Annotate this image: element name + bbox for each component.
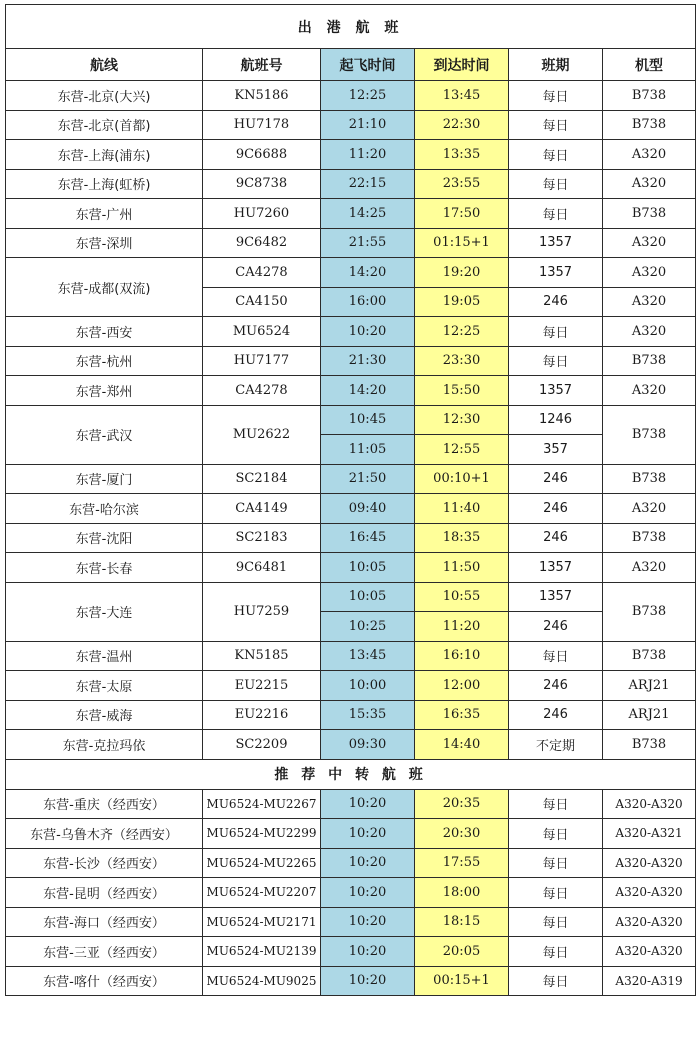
table-row xyxy=(6,140,696,170)
arrival-time-cell: 17:50 xyxy=(415,199,509,229)
departure-time-cell: 12:25 xyxy=(321,81,415,111)
table-row xyxy=(6,553,696,583)
table-row xyxy=(6,671,696,701)
aircraft-type-cell: A320 xyxy=(603,494,696,524)
departure-time-cell: 10:20 xyxy=(321,848,415,878)
aircraft-type-cell: A320-A320 xyxy=(603,789,696,819)
departure-time-cell: 14:20 xyxy=(321,376,415,406)
table-row xyxy=(6,848,696,878)
flight-number-cell: EU2215 xyxy=(203,671,321,701)
aircraft-type-cell: A320 xyxy=(603,228,696,258)
arrival-time-cell: 00:15+1 xyxy=(415,966,509,996)
arrival-time-cell: 12:55 xyxy=(415,435,509,465)
aircraft-type-cell: B738 xyxy=(603,110,696,140)
route-cell: 东营-大连 xyxy=(6,582,203,641)
arrival-time-cell: 11:20 xyxy=(415,612,509,642)
table-row xyxy=(6,81,696,111)
flight-number-cell: CA4278 xyxy=(203,258,321,288)
schedule-days-cell: 每日 xyxy=(509,317,603,347)
flight-number-cell: 9C6481 xyxy=(203,553,321,583)
flight-number-cell: HU7259 xyxy=(203,582,321,641)
departure-time-cell: 21:50 xyxy=(321,464,415,494)
departure-time-cell: 21:10 xyxy=(321,110,415,140)
schedule-days-cell: 1246 xyxy=(509,405,603,435)
table-row xyxy=(6,258,696,288)
arrival-time-cell: 11:50 xyxy=(415,553,509,583)
departure-time-cell: 13:45 xyxy=(321,641,415,671)
departure-time-cell: 14:20 xyxy=(321,258,415,288)
table-row xyxy=(6,730,696,760)
arrival-time-cell: 20:30 xyxy=(415,819,509,849)
arrival-time-cell: 15:50 xyxy=(415,376,509,406)
table-row xyxy=(6,464,696,494)
departure-time-cell: 21:30 xyxy=(321,346,415,376)
route-cell: 东营-威海 xyxy=(6,700,203,730)
arrival-time-cell: 19:20 xyxy=(415,258,509,288)
departure-time-cell: 10:20 xyxy=(321,966,415,996)
flight-number-cell: MU6524-MU2267 xyxy=(203,789,321,819)
route-cell: 东营-重庆（经西安） xyxy=(6,789,203,819)
route-cell: 东营-北京(首都) xyxy=(6,110,203,140)
departures-title: 出 港 航 班 xyxy=(6,5,696,49)
table-row xyxy=(6,789,696,819)
aircraft-type-cell: ARJ21 xyxy=(603,700,696,730)
aircraft-type-cell: A320 xyxy=(603,169,696,199)
table-row xyxy=(6,966,696,996)
route-cell: 东营-沈阳 xyxy=(6,523,203,553)
flight-number-cell: HU7177 xyxy=(203,346,321,376)
schedule-days-cell: 每日 xyxy=(509,819,603,849)
route-cell: 东营-昆明（经西安） xyxy=(6,878,203,908)
route-cell: 东营-成都(双流) xyxy=(6,258,203,317)
schedule-days-cell: 246 xyxy=(509,464,603,494)
schedule-days-cell: 246 xyxy=(509,494,603,524)
schedule-days-cell: 246 xyxy=(509,671,603,701)
departure-time-cell: 10:05 xyxy=(321,582,415,612)
header-departure-time: 起飞时间 xyxy=(321,49,415,81)
aircraft-type-cell: B738 xyxy=(603,582,696,641)
table-row xyxy=(6,199,696,229)
table-row xyxy=(6,878,696,908)
table-row xyxy=(6,405,696,435)
schedule-days-cell: 246 xyxy=(509,700,603,730)
table-row xyxy=(6,937,696,967)
departure-time-cell: 16:45 xyxy=(321,523,415,553)
route-cell: 东营-上海(虹桥) xyxy=(6,169,203,199)
aircraft-type-cell: B738 xyxy=(603,199,696,229)
aircraft-type-cell: B738 xyxy=(603,405,696,464)
flight-number-cell: MU6524-MU2265 xyxy=(203,848,321,878)
aircraft-type-cell: ARJ21 xyxy=(603,671,696,701)
arrival-time-cell: 12:30 xyxy=(415,405,509,435)
flight-number-cell: CA4150 xyxy=(203,287,321,317)
flight-number-cell: EU2216 xyxy=(203,700,321,730)
arrival-time-cell: 17:55 xyxy=(415,848,509,878)
departure-time-cell: 11:20 xyxy=(321,140,415,170)
aircraft-type-cell: B738 xyxy=(603,346,696,376)
schedule-days-cell: 1357 xyxy=(509,582,603,612)
flight-number-cell: KN5185 xyxy=(203,641,321,671)
departure-time-cell: 21:55 xyxy=(321,228,415,258)
departure-time-cell: 11:05 xyxy=(321,435,415,465)
flight-number-cell: MU6524-MU2207 xyxy=(203,878,321,908)
arrival-time-cell: 18:00 xyxy=(415,878,509,908)
departure-time-cell: 10:20 xyxy=(321,789,415,819)
flight-number-cell: MU6524-MU2171 xyxy=(203,907,321,937)
aircraft-type-cell: A320-A321 xyxy=(603,819,696,849)
schedule-days-cell: 每日 xyxy=(509,169,603,199)
header-arrival-time: 到达时间 xyxy=(415,49,509,81)
flight-number-cell: CA4278 xyxy=(203,376,321,406)
route-cell: 东营-克拉玛依 xyxy=(6,730,203,760)
flight-number-cell: MU6524-MU2299 xyxy=(203,819,321,849)
aircraft-type-cell: A320 xyxy=(603,376,696,406)
departure-time-cell: 09:40 xyxy=(321,494,415,524)
header-aircraft-type: 机型 xyxy=(603,49,696,81)
departure-time-cell: 10:20 xyxy=(321,937,415,967)
route-cell: 东营-海口（经西安） xyxy=(6,907,203,937)
route-cell: 东营-厦门 xyxy=(6,464,203,494)
arrival-time-cell: 13:45 xyxy=(415,81,509,111)
aircraft-type-cell: B738 xyxy=(603,523,696,553)
table-row xyxy=(6,317,696,347)
route-cell: 东营-温州 xyxy=(6,641,203,671)
flight-number-cell: SC2183 xyxy=(203,523,321,553)
flight-number-cell: SC2209 xyxy=(203,730,321,760)
schedule-days-cell: 不定期 xyxy=(509,730,603,760)
schedule-days-cell: 每日 xyxy=(509,878,603,908)
table-row xyxy=(6,110,696,140)
schedule-days-cell: 每日 xyxy=(509,848,603,878)
aircraft-type-cell: B738 xyxy=(603,730,696,760)
arrival-time-cell: 20:35 xyxy=(415,789,509,819)
schedule-days-cell: 每日 xyxy=(509,789,603,819)
flight-number-cell: SC2184 xyxy=(203,464,321,494)
route-cell: 东营-三亚（经西安） xyxy=(6,937,203,967)
route-cell: 东营-太原 xyxy=(6,671,203,701)
departure-time-cell: 10:20 xyxy=(321,317,415,347)
route-cell: 东营-哈尔滨 xyxy=(6,494,203,524)
departure-time-cell: 10:45 xyxy=(321,405,415,435)
schedule-days-cell: 357 xyxy=(509,435,603,465)
table-row xyxy=(6,907,696,937)
route-cell: 东营-广州 xyxy=(6,199,203,229)
schedule-days-cell: 每日 xyxy=(509,346,603,376)
arrival-time-cell: 14:40 xyxy=(415,730,509,760)
departure-time-cell: 10:00 xyxy=(321,671,415,701)
schedule-days-cell: 246 xyxy=(509,287,603,317)
arrival-time-cell: 12:25 xyxy=(415,317,509,347)
arrival-time-cell: 20:05 xyxy=(415,937,509,967)
flight-number-cell: 9C8738 xyxy=(203,169,321,199)
route-cell: 东营-郑州 xyxy=(6,376,203,406)
schedule-days-cell: 每日 xyxy=(509,199,603,229)
arrival-time-cell: 01:15+1 xyxy=(415,228,509,258)
arrival-time-cell: 11:40 xyxy=(415,494,509,524)
schedule-days-cell: 246 xyxy=(509,523,603,553)
aircraft-type-cell: B738 xyxy=(603,641,696,671)
schedule-days-cell: 每日 xyxy=(509,81,603,111)
schedule-days-cell: 1357 xyxy=(509,258,603,288)
aircraft-type-cell: A320-A320 xyxy=(603,907,696,937)
departure-time-cell: 09:30 xyxy=(321,730,415,760)
flight-number-cell: MU6524 xyxy=(203,317,321,347)
header-schedule-days: 班期 xyxy=(509,49,603,81)
flight-number-cell: MU2622 xyxy=(203,405,321,464)
flight-schedule-table xyxy=(5,4,696,996)
route-cell: 东营-深圳 xyxy=(6,228,203,258)
aircraft-type-cell: A320 xyxy=(603,317,696,347)
table-row xyxy=(6,819,696,849)
departure-time-cell: 10:25 xyxy=(321,612,415,642)
arrival-time-cell: 22:30 xyxy=(415,110,509,140)
route-cell: 东营-武汉 xyxy=(6,405,203,464)
route-cell: 东营-上海(浦东) xyxy=(6,140,203,170)
departure-time-cell: 10:20 xyxy=(321,819,415,849)
aircraft-type-cell: A320-A320 xyxy=(603,848,696,878)
table-row xyxy=(6,523,696,553)
departure-time-cell: 22:15 xyxy=(321,169,415,199)
transfer-flights-title: 推 荐 中 转 航 班 xyxy=(6,759,696,789)
arrival-time-cell: 19:05 xyxy=(415,287,509,317)
aircraft-type-cell: A320 xyxy=(603,140,696,170)
departure-time-cell: 10:20 xyxy=(321,878,415,908)
route-cell: 东营-北京(大兴) xyxy=(6,81,203,111)
arrival-time-cell: 12:00 xyxy=(415,671,509,701)
table-row xyxy=(6,228,696,258)
header-route: 航线 xyxy=(6,49,203,81)
schedule-days-cell: 每日 xyxy=(509,140,603,170)
schedule-days-cell: 1357 xyxy=(509,376,603,406)
aircraft-type-cell: A320-A320 xyxy=(603,878,696,908)
arrival-time-cell: 00:10+1 xyxy=(415,464,509,494)
aircraft-type-cell: B738 xyxy=(603,81,696,111)
route-cell: 东营-喀什（经西安） xyxy=(6,966,203,996)
header-flight-number: 航班号 xyxy=(203,49,321,81)
aircraft-type-cell: A320-A320 xyxy=(603,937,696,967)
table-row xyxy=(6,700,696,730)
aircraft-type-cell: A320-A319 xyxy=(603,966,696,996)
flight-number-cell: 9C6482 xyxy=(203,228,321,258)
table-row xyxy=(6,582,696,612)
departure-time-cell: 16:00 xyxy=(321,287,415,317)
aircraft-type-cell: A320 xyxy=(603,553,696,583)
flight-number-cell: 9C6688 xyxy=(203,140,321,170)
route-cell: 东营-乌鲁木齐（经西安） xyxy=(6,819,203,849)
departure-time-cell: 15:35 xyxy=(321,700,415,730)
schedule-days-cell: 每日 xyxy=(509,907,603,937)
table-row xyxy=(6,346,696,376)
route-cell: 东营-长沙（经西安） xyxy=(6,848,203,878)
schedule-days-cell: 每日 xyxy=(509,937,603,967)
route-cell: 东营-西安 xyxy=(6,317,203,347)
flight-number-cell: KN5186 xyxy=(203,81,321,111)
arrival-time-cell: 23:55 xyxy=(415,169,509,199)
flight-number-cell: HU7178 xyxy=(203,110,321,140)
departure-time-cell: 10:20 xyxy=(321,907,415,937)
aircraft-type-cell: B738 xyxy=(603,464,696,494)
route-cell: 东营-长春 xyxy=(6,553,203,583)
arrival-time-cell: 18:35 xyxy=(415,523,509,553)
schedule-days-cell: 1357 xyxy=(509,228,603,258)
arrival-time-cell: 18:15 xyxy=(415,907,509,937)
schedule-days-cell: 每日 xyxy=(509,641,603,671)
schedule-days-cell: 246 xyxy=(509,612,603,642)
route-cell: 东营-杭州 xyxy=(6,346,203,376)
arrival-time-cell: 10:55 xyxy=(415,582,509,612)
schedule-days-cell: 1357 xyxy=(509,553,603,583)
departure-time-cell: 14:25 xyxy=(321,199,415,229)
aircraft-type-cell: A320 xyxy=(603,287,696,317)
table-row xyxy=(6,169,696,199)
flight-number-cell: HU7260 xyxy=(203,199,321,229)
arrival-time-cell: 13:35 xyxy=(415,140,509,170)
arrival-time-cell: 23:30 xyxy=(415,346,509,376)
table-row xyxy=(6,376,696,406)
arrival-time-cell: 16:35 xyxy=(415,700,509,730)
flight-number-cell: MU6524-MU9025 xyxy=(203,966,321,996)
arrival-time-cell: 16:10 xyxy=(415,641,509,671)
aircraft-type-cell: A320 xyxy=(603,258,696,288)
schedule-wrapper xyxy=(5,4,696,996)
schedule-days-cell: 每日 xyxy=(509,966,603,996)
departure-time-cell: 10:05 xyxy=(321,553,415,583)
table-row xyxy=(6,494,696,524)
flight-number-cell: MU6524-MU2139 xyxy=(203,937,321,967)
table-row xyxy=(6,641,696,671)
schedule-days-cell: 每日 xyxy=(509,110,603,140)
flight-number-cell: CA4149 xyxy=(203,494,321,524)
